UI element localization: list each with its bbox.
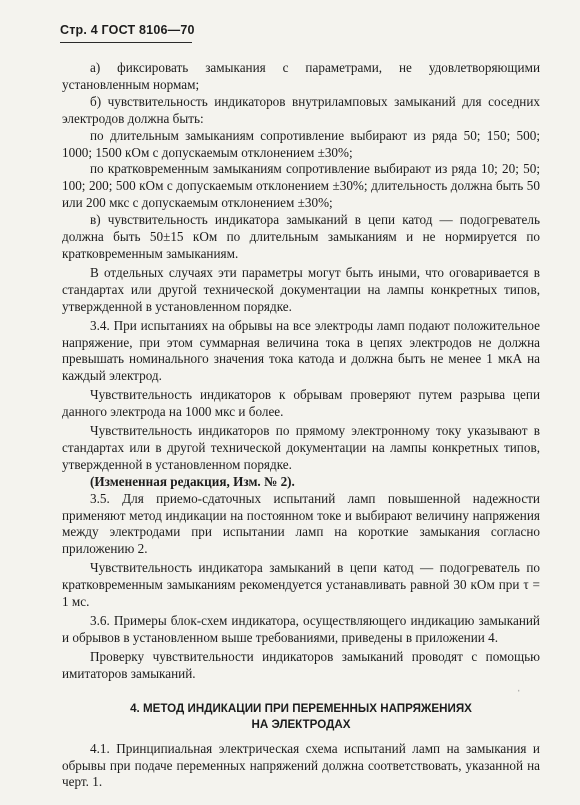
paragraph-special-cases: В отдельных случаях эти параметры могут быть иными, что оговаривается в стандартах или другой технической документации на лампы конкретных типов, утвержденной в установленном порядке. <box>62 264 540 314</box>
header-rule <box>60 42 192 43</box>
paragraph-short-closures: по кратковременным замыканиям сопротивление выбирают из ряда 10; 20; 50; 100; 200; 500 кОм с допускаемым отклонением ±30%; длительность должна быть 50 или 200 мкс с допускаемым отклонением ±30%; <box>62 161 540 211</box>
paragraph-3-6: 3.6. Примеры блок-схем индикатора, осуществляющего индикацию замыканий и обрывов в установленном выше требованиями, приведены в приложении 4. <box>62 613 540 645</box>
paragraph-breaks-sensitivity: Чувствительность индикаторов к обрывам проверяют путем разрыва цепи данного электрода на 1000 мкс и более. <box>62 387 540 420</box>
section-title-line-2: НА ЭЛЕКТРОДАХ <box>251 717 351 731</box>
paragraph-electron-current: Чувствительность индикаторов по прямому электронному току указывают в стандартах или в другой технической документации на лампы конкретных типов, утвержденной в установленном порядке. <box>62 423 540 472</box>
section-title-line-1: 4. МЕТОД ИНДИКАЦИИ ПРИ ПЕРЕМЕННЫХ НАПРЯЖЕНИЯХ <box>130 701 472 715</box>
document-body <box>62 60 540 791</box>
paragraph-cathode-heater: Чувствительность индикатора замыканий в цепи катод — подогреватель по кратковременным замыканиям рекомендуется устанавливать равной 30 кОм при τ = 1 мс. <box>62 560 540 610</box>
paragraph-v: в) чувствительность индикатора замыканий в цепи катод — подогреватель должна быть 50±15 кОм по длительным замыканиям и не нормируется по кратковременным замыканиям. <box>62 212 540 261</box>
paragraph-3-5: 3.5. Для приемо-сдаточных испытаний ламп повышенной надежности применяют метод индикации на постоянном токе и выбирают величину напряжения между электродами при испытании ламп на короткие замыкания согласно приложению 2. <box>62 490 540 557</box>
page-header: Стр. 4 ГОСТ 8106—70 <box>60 23 195 37</box>
paragraph-long-closures: по длительным замыканиям сопротивление выбирают из ряда 50; 150; 500; 1000; 1500 кОм с допускаемым отклонением ±30%; <box>62 127 540 160</box>
margin-mark: ˈ <box>517 688 521 700</box>
paragraph-3-4: 3.4. При испытаниях на обрывы на все электроды ламп подают положительное напряжение, при этом суммарная величина тока в цепях электродов не должна превышать номинального значения тока катода и должна быть не менее 1 мкА на каждый электрод. <box>62 317 540 384</box>
paragraph-b: б) чувствительность индикаторов внутриламповых замыканий для соседних электродов должна быть: <box>62 93 540 126</box>
edition-note: (Измененная редакция, Изм. № 2). <box>90 473 295 489</box>
paragraph-simulators: Проверку чувствительности индикаторов замыканий проводят с помощью имитаторов замыканий. <box>62 648 540 681</box>
paragraph-4-1: 4.1. Принципиальная электрическая схема испытаний ламп на замыкания и обрывы при подаче переменных напряжений должна соответствовать, указанной на черт. 1. <box>62 740 540 790</box>
section-title <box>62 701 540 733</box>
paragraph-a: а) фиксировать замыкания с параметрами, не удовлетворяющими установленным нормам; <box>62 60 540 92</box>
